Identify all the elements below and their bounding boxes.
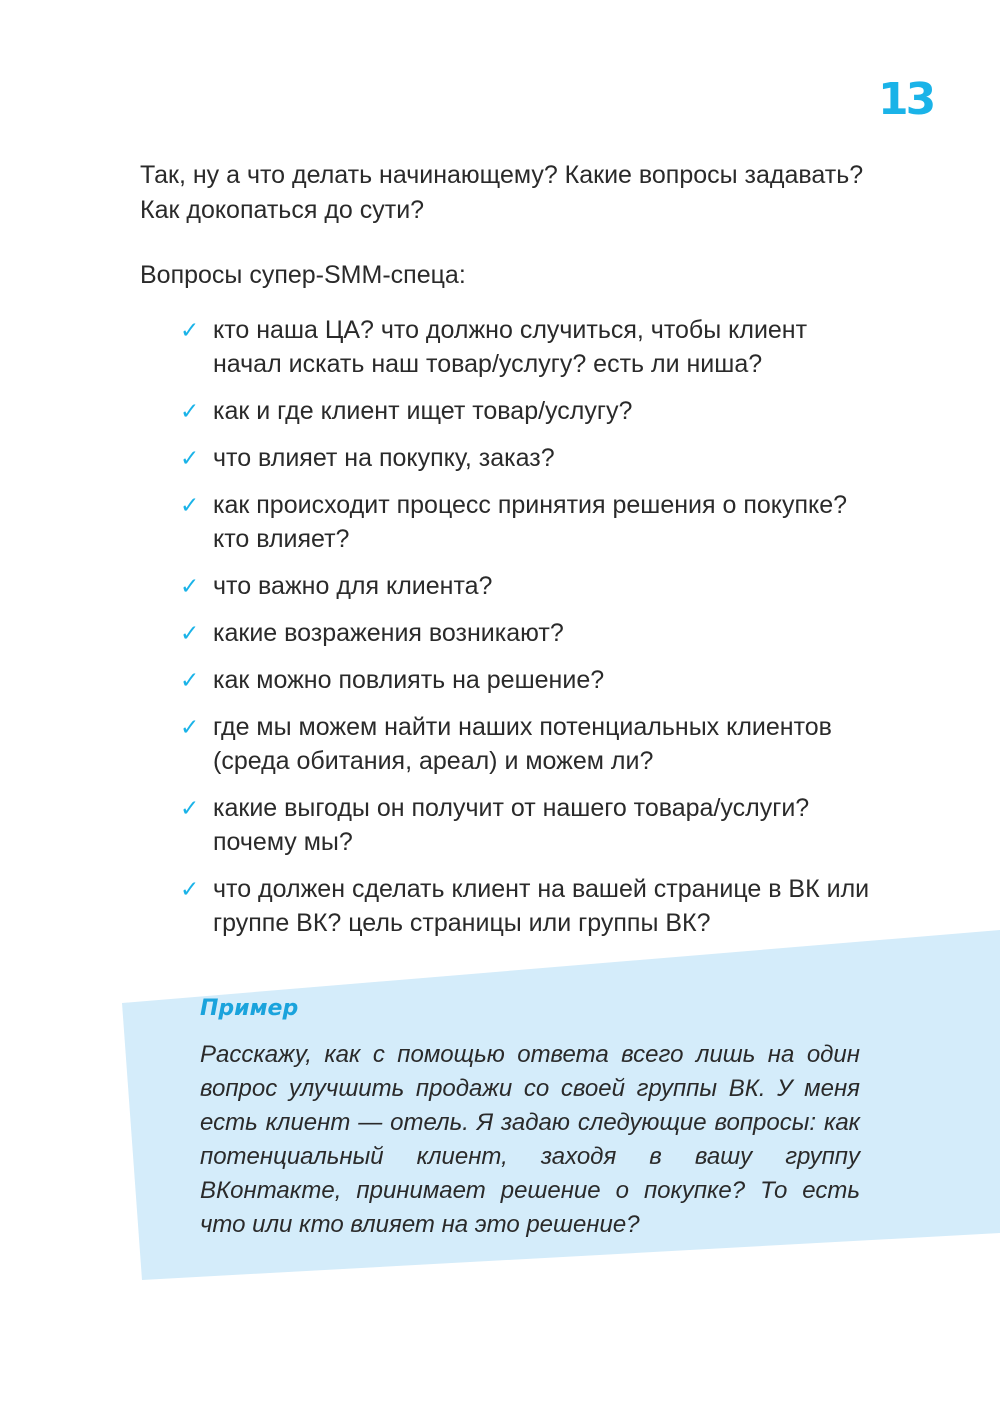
example-box <box>200 990 860 1242</box>
check-icon: ✓ <box>180 795 200 821</box>
checklist-item-text: где мы можем найти наших потенциальных клиентов (среда обитания, ареал) и можем ли? <box>213 713 832 775</box>
check-icon: ✓ <box>180 876 200 902</box>
check-icon: ✓ <box>180 667 200 693</box>
check-icon: ✓ <box>180 317 200 343</box>
example-title: Пример <box>200 996 299 1021</box>
checklist-item-text: что важно для клиента? <box>213 572 493 600</box>
check-icon: ✓ <box>180 620 200 646</box>
checklist-item-text: кто наша ЦА? что должно случиться, чтобы клиент начал искать наш товар/услугу? есть ли ниша? <box>213 316 808 378</box>
questions-heading: Вопросы супер-SMM-спеца: <box>140 261 466 289</box>
check-icon: ✓ <box>180 714 200 740</box>
checklist-item-text: как можно повлиять на решение? <box>213 666 605 694</box>
checklist-item-text: что должен сделать клиент на вашей странице в ВК или группе ВК? цель страницы или группы ВК? <box>213 875 870 937</box>
check-icon: ✓ <box>180 492 200 518</box>
check-icon: ✓ <box>180 573 200 599</box>
intro-paragraph: Так, ну а что делать начинающему? Какие вопросы задавать? Как докопаться до сути? <box>140 161 864 224</box>
check-icon: ✓ <box>180 398 200 424</box>
checklist-item-text: как и где клиент ищет товар/услугу? <box>213 397 633 425</box>
check-icon: ✓ <box>180 445 200 471</box>
example-text: Расскажу, как с помощью ответа всего лишь на один вопрос улучшить продажи со своей группы ВК. У меня есть клиент — отель. Я задаю следующие вопросы: как потенциальный клиент, заходя в вашу группу ВКонтакте, принимает решение о покупке? То есть что или кто влияет на это решение? <box>200 1041 860 1238</box>
page-number: 13 <box>878 74 934 125</box>
checklist-item-text: что влияет на покупку, заказ? <box>213 444 555 472</box>
checklist-item-text: как происходит процесс принятия решения о покупке? кто влияет? <box>213 491 848 553</box>
checklist-item-text: какие выгоды он получит от нашего товара/услуги? почему мы? <box>213 794 810 856</box>
checklist-item-text: какие возражения возникают? <box>213 619 564 647</box>
